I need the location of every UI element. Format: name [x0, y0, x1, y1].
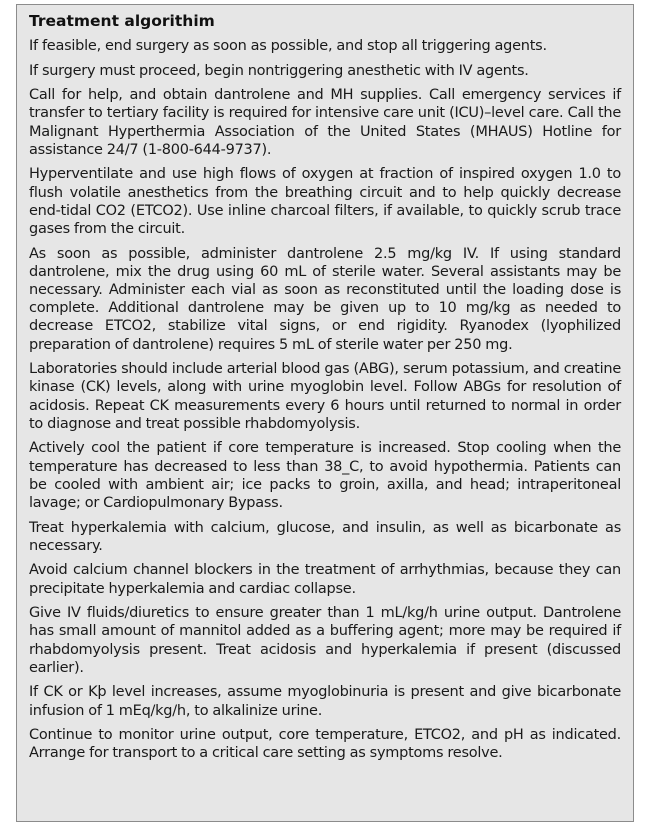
step-hyperventilate: Hyperventilate and use high flows of oxygen at fraction of inspired oxygen 1.0 to flush volatile anesthetics from the breathing circuit and to help quickly decrease end-tidal CO2 (ETCO2). Use inline charcoal filters, if available, to quickly scrub trace gases from the circuit.	[29, 166, 621, 237]
step-laboratories: Laboratories should include arterial blood gas (ABG), serum potassium, and creatine kinase (CK) levels, along with urine myoglobin level. Follow ABGs for resolution of acidosis. Repeat CK measurements every 6 hours until returned to normal in order to diagnose and treat possible rhabdomyolysis.	[29, 361, 621, 432]
step-cool-patient: Actively cool the patient if core temperature is increased. Stop cooling when the temperature has decreased to less than 38_C, to avoid hypothermia. Patients can be cooled with ambient air; ice packs to groin, axilla, and head; intraperitoneal lavage; or Cardiopulmonary Bypass.	[29, 440, 621, 512]
step-end-surgery: If feasible, end surgery as soon as possible, and stop all triggering agents.	[29, 38, 547, 54]
step-administer-dantrolene: As soon as possible, administer dantrolene 2.5 mg/kg IV. If using standard dantrolene, mix the drug using 60 mL of sterile water. Several assistants may be necessary. Administer each vial as soon as reconstituted until the loading dose is complete. Additional dantrolene may be given up to 10 mg/kg as needed to decrease ETCO2, stabilize vital signs, or end rigidity. Ryanodex (lyophilized preparation of dantrolene) requires 5 mL of sterile water per 250 mg.	[29, 245, 621, 353]
step-call-for-help: Call for help, and obtain dantrolene and MH supplies. Call emergency services if transfer to tertiary facility is required for intensive care unit (ICU)–level care. Call the Malignant Hyperthermia Association of the United States (MHAUS) Hotline for assistance 24/7 (1-800-644-9737).	[29, 87, 621, 158]
step-treat-hyperkalemia: Treat hyperkalemia with calcium, glucose, and insulin, as well as bicarbonate as necessary.	[29, 519, 621, 554]
step-myoglobinuria: If CK or Kþ level increases, assume myoglobinuria is present and give bicarbonate infusion of 1 mEq/kg/h, to alkalinize urine.	[29, 684, 621, 719]
step-nontriggering-anesthetic: If surgery must proceed, begin nontriggering anesthetic with IV agents.	[29, 62, 529, 79]
step-continue-monitoring: Continue to monitor urine output, core temperature, ETCO2, and pH as indicated. Arrange for transport to a critical care setting as symptoms resolve.	[29, 727, 621, 762]
step-iv-fluids: Give IV fluids/diuretics to ensure greater than 1 mL/kg/h urine output. Dantrolene has small amount of mannitol added as a buffering agent; more may be required if rhabdomyolysis present. Treat acidosis and hyperkalemia if present (discussed earlier).	[29, 605, 621, 676]
box-title: Treatment algorithim	[29, 12, 215, 30]
treatment-algorithm-box	[16, 4, 634, 822]
step-avoid-calcium-channel-blockers: Avoid calcium channel blockers in the treatment of arrhythmias, because they can precipitate hyperkalemia and cardiac collapse.	[29, 562, 621, 597]
